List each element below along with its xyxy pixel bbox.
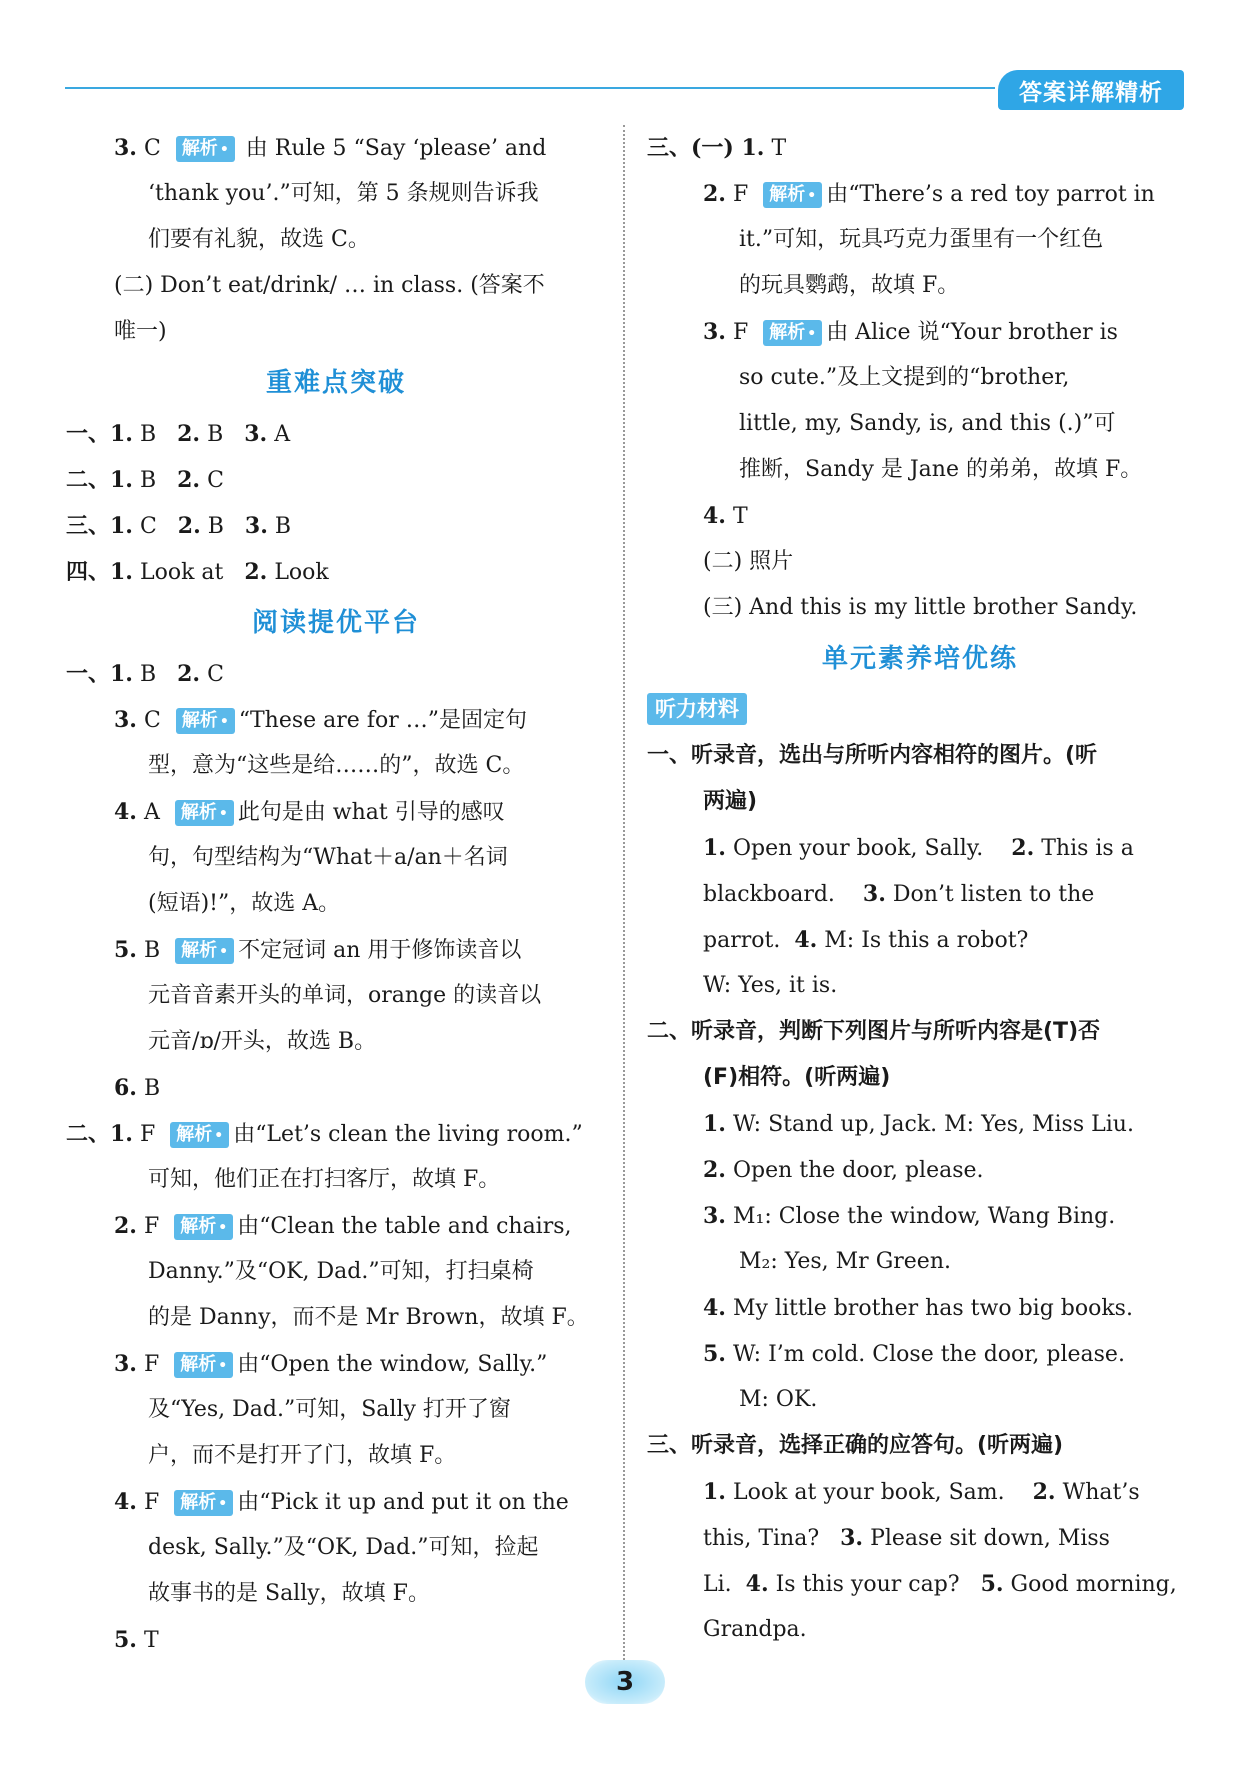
listening-tag-row [647, 687, 1185, 733]
page-number: 3 [585, 1660, 665, 1704]
answer-line [655, 171, 1185, 217]
answer-line: 故事书的是 Sally，故填 F。 [148, 1581, 430, 1606]
text-span: 由“Clean the table and chairs, [237, 1214, 572, 1239]
text-span: My little brother has two big books. [732, 1296, 1133, 1321]
answer-line: (三) And this is my little brother Sandy. [703, 595, 1138, 620]
answer-line: little, my, Sandy, is, and this (.)”可 [739, 411, 1116, 436]
header-tab: 答案详解精析 [998, 70, 1184, 110]
answer-line [66, 457, 606, 503]
text-span: 1. [703, 835, 726, 861]
text-span: F [143, 1490, 160, 1515]
answer-line [66, 411, 606, 457]
script-line [655, 871, 1185, 917]
header-rule [65, 87, 995, 89]
answer-line [66, 927, 606, 973]
text-span: Please sit down, Miss [870, 1526, 1110, 1551]
script-line: Grandpa. [703, 1617, 807, 1642]
question-heading: 一、听录音，选出与所听内容相符的图片。(听 [647, 743, 1098, 768]
text-span: 5. [114, 1627, 137, 1653]
text-span: 5. [114, 937, 137, 963]
answer-line [66, 697, 606, 743]
analysis-tag: 解析 • [174, 1352, 233, 1378]
text-span: B [207, 514, 224, 539]
script-line [655, 1285, 1185, 1331]
text-span: Look [274, 560, 329, 585]
answer-line [647, 125, 1185, 171]
answer-line: 句，句型结构为“What＋a/an＋名词 [148, 845, 508, 870]
answer-line [66, 1111, 606, 1157]
script-line [655, 1331, 1185, 1377]
listening-tag: 听力材料 [647, 693, 747, 725]
script-line: W: Yes, it is. [703, 973, 838, 998]
answer-line [655, 493, 1185, 539]
text-span: T [771, 136, 787, 161]
answer-line: (二) 照片 [703, 549, 794, 574]
answer-line [66, 549, 606, 595]
question-heading: 二、听录音，判断下列图片与所听内容是(T)否 [647, 1019, 1101, 1044]
text-span: F [143, 1352, 160, 1377]
text-span: “These are for …”是固定句 [238, 708, 527, 733]
answer-line: 的玩具鹦鹉，故填 F。 [739, 273, 960, 298]
answer-line [66, 1479, 606, 1525]
analysis-tag: 解析 • [176, 136, 235, 162]
text-span: Look at [139, 560, 224, 585]
text-span: 由“Open the window, Sally.” [237, 1352, 548, 1377]
text-span: T [143, 1628, 159, 1653]
text-span: W: I’m cold. Close the door, please. [732, 1342, 1125, 1367]
answer-line: 及“Yes, Dad.”可知，Sally 打开了窗 [148, 1397, 511, 1422]
text-span: B [139, 662, 157, 687]
answer-line: it.”可知，玩具巧克力蛋里有一个红色 [739, 227, 1104, 252]
text-span: 此句是由 what 引导的感叹 [237, 800, 505, 825]
text-span: 4. [703, 503, 726, 529]
question-heading: 两遍) [703, 789, 758, 814]
text-span: 2. [244, 559, 268, 585]
text-span: 二、1. [66, 1121, 133, 1147]
text-span: Don’t listen to the [892, 882, 1095, 907]
script-line [655, 1515, 1185, 1561]
answer-line [66, 789, 606, 835]
answer-line [66, 1341, 606, 1387]
text-span: this, Tina? [703, 1526, 820, 1551]
section-title: 阅读提优平台 [251, 608, 420, 638]
answer-line: so cute.”及上文提到的“brother, [739, 365, 1070, 390]
answer-line: 型，意为“这些是给……的”，故选 C。 [148, 753, 525, 778]
text-span: 3. [840, 1525, 864, 1551]
text-span: 由 Rule 5 “Say ‘please’ and [245, 136, 547, 161]
analysis-tag: 解析 • [763, 182, 822, 208]
text-span: 2. [177, 467, 201, 493]
answer-line [655, 309, 1185, 355]
answer-line: 的是 Danny，而不是 Mr Brown，故填 F。 [148, 1305, 589, 1330]
text-span: C [207, 468, 224, 493]
text-span: 5. [980, 1571, 1004, 1597]
text-span: blackboard. [703, 882, 835, 907]
answer-line: 元音/ɒ/开头，故选 B。 [148, 1029, 377, 1054]
text-span: 一、1. [66, 661, 133, 687]
text-span: 三、(一) 1. [647, 135, 765, 161]
analysis-tag: 解析 • [176, 708, 235, 734]
text-span: C [143, 708, 161, 733]
analysis-tag: 解析 • [170, 1122, 229, 1148]
text-span: C [207, 662, 224, 687]
text-span: 1. [703, 1479, 726, 1505]
question-heading: 三、听录音，选择正确的应答句。(听两遍) [647, 1433, 1064, 1458]
analysis-tag: 解析 • [175, 800, 234, 826]
text-span: 2. [114, 1213, 137, 1239]
column-divider [623, 125, 625, 1660]
text-span: 2. [703, 181, 726, 207]
text-span: Good morning, [1010, 1572, 1177, 1597]
text-span: 2. [1032, 1479, 1056, 1505]
text-span: 4. [794, 927, 818, 953]
left-column [66, 125, 606, 1663]
text-span: F [139, 1122, 156, 1147]
text-span: B [207, 422, 224, 447]
answer-line: 唯一) [114, 319, 167, 344]
text-span: 2. [177, 661, 201, 687]
text-span: 一、1. [66, 421, 133, 447]
text-span: 2. [177, 513, 201, 539]
text-span: B [139, 422, 157, 447]
text-span: B [139, 468, 157, 493]
text-span: Li. [703, 1572, 732, 1597]
text-span: M₁: Close the window, Wang Bing. [732, 1204, 1116, 1229]
script-line [655, 1193, 1185, 1239]
text-span: 1. [703, 1111, 726, 1137]
analysis-tag: 解析 • [763, 320, 822, 346]
text-span: 4. [114, 799, 137, 825]
text-span: 3. [114, 707, 137, 733]
answer-line: (短语)!”，故选 A。 [148, 891, 341, 916]
text-span: 3. [703, 319, 726, 345]
text-span: 由 Alice 说“Your brother is [826, 320, 1118, 345]
text-span: 2. [1011, 835, 1035, 861]
text-span: 3. [114, 1351, 137, 1377]
text-span: 由“There’s a red toy parrot in [826, 182, 1155, 207]
answer-line: desk, Sally.”及“OK, Dad.”可知，捡起 [148, 1535, 539, 1560]
script-line [655, 825, 1185, 871]
answer-line [66, 125, 606, 171]
text-span: 4. [114, 1489, 137, 1515]
section-title: 单元素养培优练 [821, 644, 1018, 674]
text-span: 3. [244, 513, 268, 539]
text-span: 6. [114, 1075, 137, 1101]
text-span: 3. [244, 421, 268, 447]
script-line [655, 917, 1185, 963]
answer-line: 可知，他们正在打扫客厅，故填 F。 [148, 1167, 501, 1192]
answer-line [66, 1203, 606, 1249]
analysis-tag: 解析 • [175, 938, 234, 964]
text-span: M: Is this a robot? [824, 928, 1029, 953]
script-line: M: OK. [739, 1387, 818, 1412]
text-span: 四、1. [66, 559, 133, 585]
text-span: A [143, 800, 160, 825]
answer-line: 户，而不是打开了门，故填 F。 [148, 1443, 457, 1468]
answer-line: (二) Don’t eat/drink/ … in class. (答案不 [114, 273, 545, 298]
answer-line: 元音音素开头的单词，orange 的读音以 [148, 983, 542, 1008]
answer-line: 们要有礼貌，故选 C。 [148, 227, 370, 252]
text-span: 3. [703, 1203, 726, 1229]
text-span: A [274, 422, 291, 447]
script-line [655, 1101, 1185, 1147]
script-line: M₂: Yes, Mr Green. [739, 1249, 951, 1274]
text-span: 5. [703, 1341, 726, 1367]
answer-line: 推断，Sandy 是 Jane 的弟弟，故填 F。 [739, 457, 1143, 482]
question-heading: (F)相符。(听两遍) [703, 1065, 891, 1090]
answer-line [66, 1065, 606, 1111]
text-span: 三、1. [66, 513, 133, 539]
text-span: Look at your book, Sam. [732, 1480, 1005, 1505]
text-span: B [274, 514, 292, 539]
answer-line [66, 1617, 606, 1663]
answer-line [66, 503, 606, 549]
text-span: 由“Let’s clean the living room.” [233, 1122, 583, 1147]
text-span: This is a [1041, 836, 1134, 861]
text-span: Open the door, please. [732, 1158, 984, 1183]
text-span: 4. [745, 1571, 769, 1597]
text-span: F [143, 1214, 160, 1239]
right-column [647, 125, 1185, 1653]
text-span: Is this your cap? [775, 1572, 960, 1597]
text-span: C [139, 514, 157, 539]
text-span: F [732, 320, 749, 345]
script-line [655, 1561, 1185, 1607]
text-span: 不定冠词 an 用于修饰读音以 [238, 938, 522, 963]
text-span: 3. [862, 881, 886, 907]
answer-line [66, 651, 606, 697]
text-span: 3. [114, 135, 137, 161]
text-span: C [143, 136, 161, 161]
text-span: 4. [703, 1295, 726, 1321]
text-span: F [732, 182, 749, 207]
script-line [655, 1469, 1185, 1515]
text-span: 2. [703, 1157, 726, 1183]
text-span: What’s [1062, 1480, 1140, 1505]
analysis-tag: 解析 • [174, 1214, 233, 1240]
text-span: W: Stand up, Jack. M: Yes, Miss Liu. [732, 1112, 1134, 1137]
text-span: B [143, 1076, 161, 1101]
text-span: 由“Pick it up and put it on the [237, 1490, 569, 1515]
text-span: 2. [177, 421, 201, 447]
text-span: T [732, 504, 748, 529]
text-span: B [143, 938, 161, 963]
text-span: Open your book, Sally. [732, 836, 984, 861]
section-title: 重难点突破 [265, 368, 406, 398]
analysis-tag: 解析 • [174, 1490, 233, 1516]
text-span: 二、1. [66, 467, 133, 493]
answer-line: ‘thank you’.”可知，第 5 条规则告诉我 [148, 181, 539, 206]
script-line [655, 1147, 1185, 1193]
answer-line: Danny.”及“OK, Dad.”可知，打扫桌椅 [148, 1259, 534, 1284]
text-span: parrot. [703, 928, 781, 953]
